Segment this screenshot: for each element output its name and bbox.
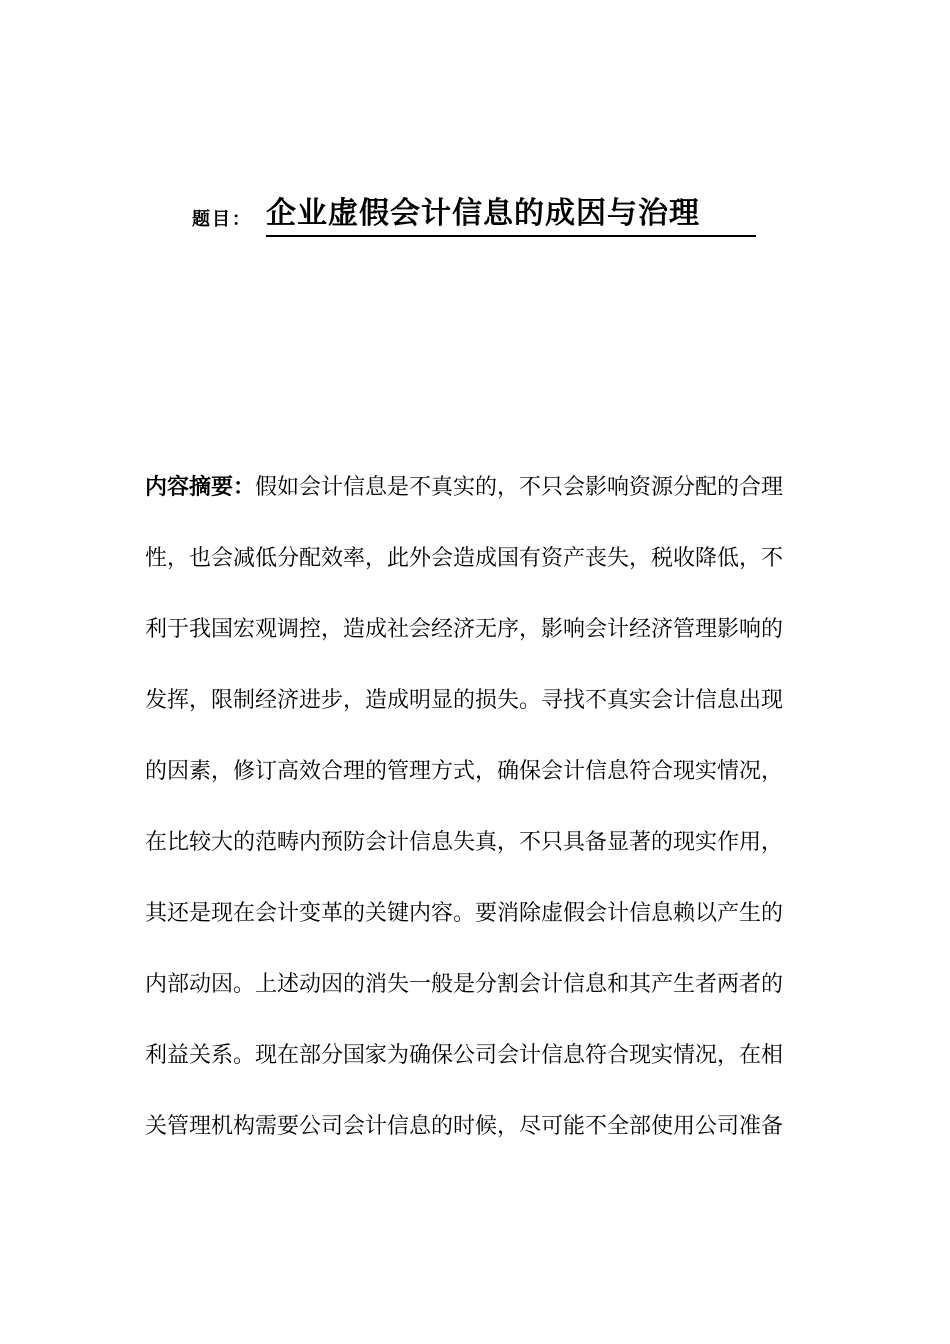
abstract-section (145, 466, 805, 1176)
abstract-line: 性，也会减低分配效率，此外会造成国有资产丧失，税收降低，不 (145, 546, 784, 571)
abstract-line: 关管理机构需要公司会计信息的时候，尽可能不全部使用公司准备 (145, 1114, 784, 1139)
document-title: 企业虚假会计信息的成因与治理 (266, 196, 756, 237)
abstract-line: 其还是现在会计变革的关键内容。要消除虚假会计信息赖以产生的 (145, 901, 784, 926)
abstract-line: 利益关系。现在部分国家为确保公司会计信息符合现实情况，在相 (145, 1043, 784, 1068)
title-label: 题目： (192, 209, 252, 230)
abstract-line: 的因素，修订高效合理的管理方式，确保会计信息符合现实情况， (145, 759, 784, 784)
abstract-line: 内部动因。上述动因的消失一般是分割会计信息和其产生者两者的 (145, 972, 784, 997)
abstract-line: 发挥，限制经济进步，造成明显的损失。寻找不真实会计信息出现 (145, 688, 784, 713)
abstract-line: 利于我国宏观调控，造成社会经济无序，影响会计经济管理影响的 (145, 617, 784, 642)
title-row (192, 196, 772, 244)
abstract-line (145, 466, 805, 537)
abstract-line: 在比较大的范畴内预防会计信息失真，不只具备显著的现实作用， (145, 830, 784, 855)
abstract-text: 假如会计信息是不真实的，不只会影响资源分配的合理 (255, 475, 784, 500)
abstract-label: 内容摘要： (145, 475, 256, 500)
